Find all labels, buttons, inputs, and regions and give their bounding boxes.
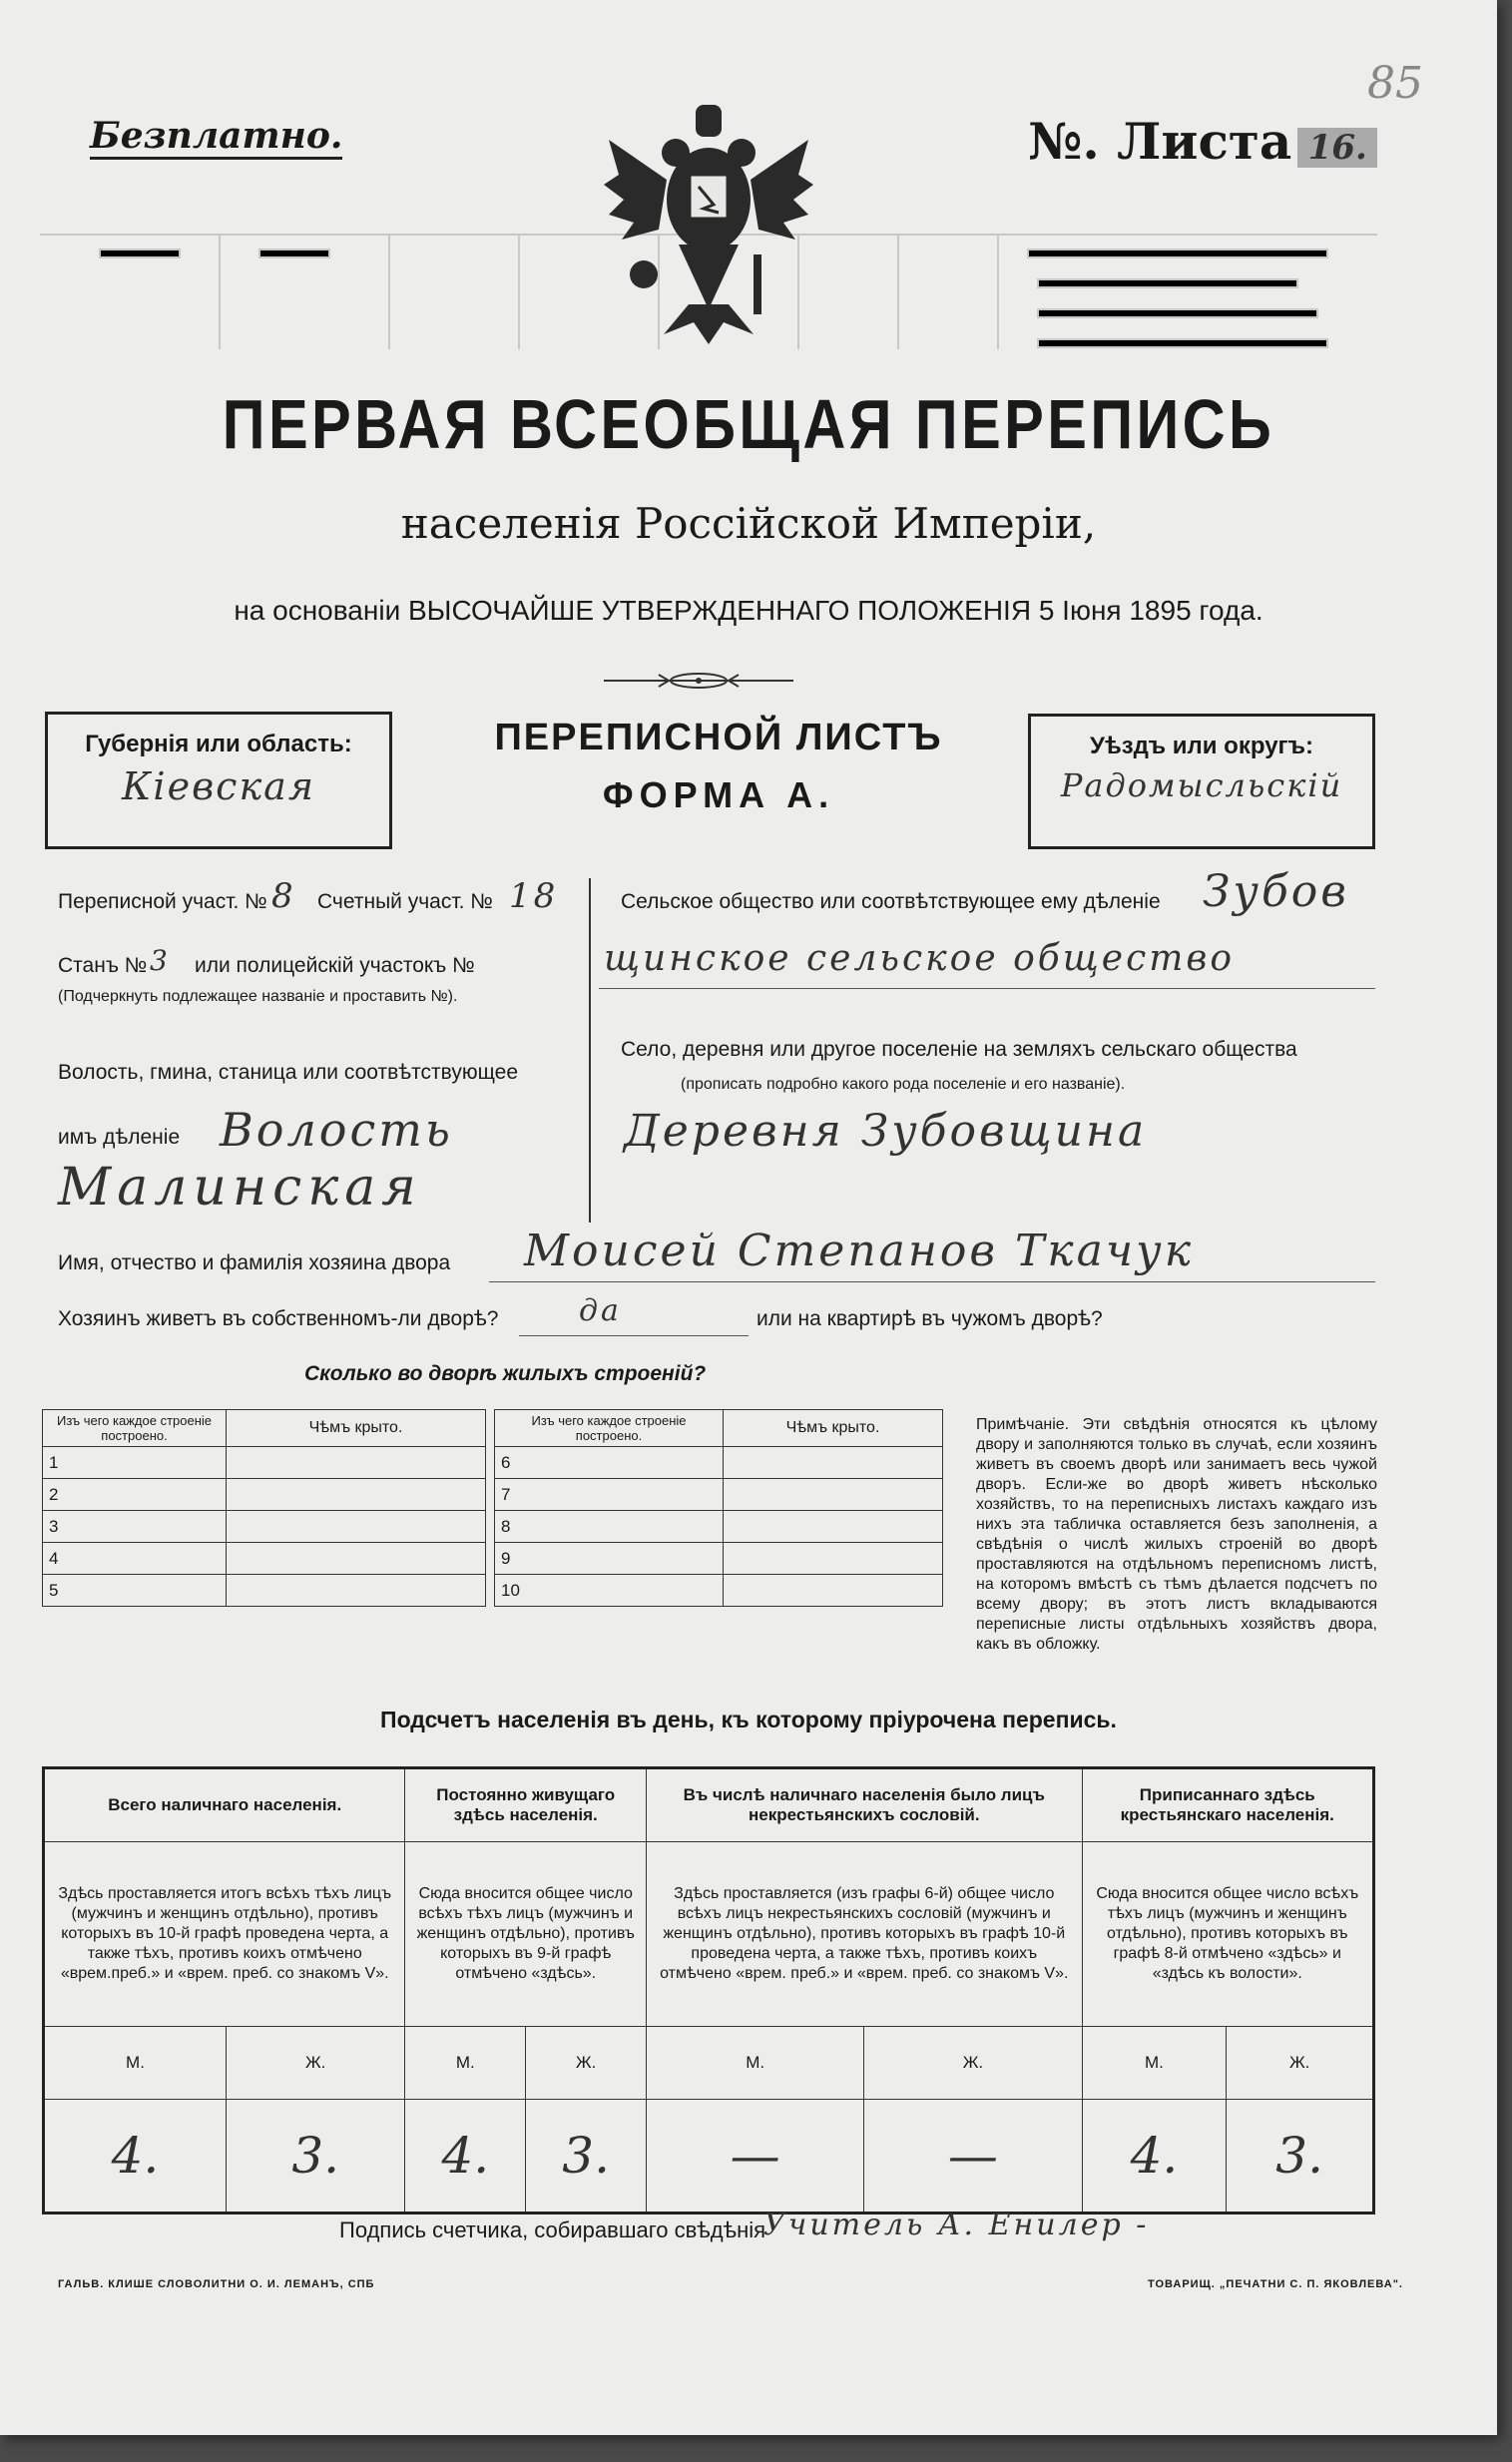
- female-count: 3.: [1227, 2100, 1374, 2214]
- population-col-header: Въ числѣ наличнаго населенія было лицъ некрестьянскихъ сословій.: [647, 1768, 1083, 1842]
- female-count: 3.: [226, 2100, 404, 2214]
- sheet-number-value: 16.: [1297, 128, 1377, 168]
- population-col-desc: Сюда вносится общее число всѣхъ тѣхъ лицъ (мужчинъ и женщинъ отдѣльно), противъ которыхъ въ 9-й графѣ отмѣчено «здѣсь».: [405, 1842, 647, 2027]
- province-box: [45, 712, 392, 849]
- building-row-number: 1: [43, 1447, 227, 1479]
- lives-own-underline: [519, 1335, 749, 1336]
- female-label: Ж.: [226, 2027, 404, 2100]
- legal-basis: на основаніи ВЫСОЧАЙШЕ УТВЕРЖДЕННАГО ПОЛОЖЕНІЯ 5 Іюня 1895 года.: [234, 595, 1263, 626]
- province-label: Губернія или область:: [85, 731, 352, 757]
- ornament-divider: [604, 671, 793, 691]
- population-col-desc: Сюда вносится общее число всѣхъ тѣхъ лицъ (мужчинъ и женщинъ отдѣльно), противъ которыхъ въ графѣ 8-й отмѣчено «здѣсь» и «здѣсь къ волости».: [1082, 1842, 1373, 2027]
- center-divider: [589, 878, 591, 1223]
- population-col-desc: Здѣсь проставляется (изъ графы 6-й) общее число всѣхъ лицъ некрестьянскихъ сословій (мужчинъ и женщинъ отдѣльно), противъ которыхъ въ графѣ 10-й проведена черта, а также тѣхъ, противъ коихъ отмѣчено «врем. преб.» и «врем. преб. со знакомъ V».: [647, 1842, 1083, 2027]
- building-row-number: 8: [495, 1511, 724, 1543]
- signature-value: Учитель А. Енилер -: [763, 2208, 1150, 2242]
- owner-value: Моисей Степанов Ткачук: [524, 1226, 1194, 1276]
- building-row-number: 10: [495, 1575, 724, 1607]
- female-label: Ж.: [864, 2027, 1082, 2100]
- building-row-number: 5: [43, 1575, 227, 1607]
- volost-label-2: имъ дѣленіе: [58, 1126, 181, 1149]
- male-count: 4.: [405, 2100, 526, 2214]
- population-heading: Подсчетъ населенія въ день, къ которому пріурочена перепись.: [380, 1707, 1117, 1732]
- census-area-label: Переписной участ. №: [58, 890, 267, 913]
- female-label: Ж.: [1227, 2027, 1374, 2100]
- male-label: М.: [405, 2027, 526, 2100]
- sheet-number-label: №. Листа: [1028, 112, 1292, 171]
- buildings-roof-header: Чѣмъ крыто.: [724, 1410, 943, 1447]
- building-row-number: 2: [43, 1479, 227, 1511]
- form-title: ПЕРЕПИСНОЙ ЛИСТЪ: [494, 717, 943, 758]
- population-col-header: Всего наличнаго населенія.: [44, 1768, 405, 1842]
- owner-underline: [489, 1281, 1375, 1282]
- district-label: Уѣздъ или округъ:: [1089, 733, 1314, 759]
- village-label: Село, деревня или другое поселеніе на земляхъ сельскаго общества: [621, 1038, 1297, 1061]
- lives-own-value: да: [579, 1293, 622, 1328]
- stan-label: Станъ №: [58, 954, 148, 977]
- male-label: М.: [647, 2027, 864, 2100]
- count-area-value: 18: [509, 876, 559, 916]
- volost-value-2: Малинская: [58, 1158, 422, 1218]
- police-label: или полицейскій участокъ №: [195, 954, 475, 977]
- male-count: —: [647, 2100, 864, 2214]
- building-row-number: 3: [43, 1511, 227, 1543]
- page-subtitle: населенія Россійской Имперіи,: [400, 499, 1097, 548]
- volost-value-1: Волость: [220, 1103, 453, 1157]
- male-count: 4.: [44, 2100, 227, 2214]
- stan-value: 3: [150, 944, 171, 977]
- society-underline: [599, 988, 1375, 989]
- building-row-number: 4: [43, 1543, 227, 1575]
- buildings-note: Примѣчаніе. Эти свѣдѣнія относятся къ цѣлому двору и заполняются только въ случаѣ, если хозяинъ живетъ въ своемъ дворѣ или занимаетъ весь чужой дворъ. Если-же во дворѣ живетъ нѣсколько хозяйствъ, то на переписныхъ листахъ каждаго изъ нихъ эта табличка оставляется безъ заполненія, а свѣдѣнія о числѣ жилыхъ строеній во дворѣ проставляются на отдѣльномъ переписномъ листѣ, на которомъ вмѣстѣ съ тѣмъ дѣлается подсчетъ по всему двору; въ этотъ листъ вкладываются переписные листы отдѣльныхъ хозяйствъ двора, какъ въ обложку.: [976, 1416, 1377, 1653]
- society-label: Сельское общество или соотвѣтствующее ему дѣленіе: [621, 890, 1161, 913]
- imperial-eagle-icon: [604, 105, 813, 349]
- population-col-desc: Здѣсь проставляется итогъ всѣхъ тѣхъ лицъ (мужчинъ и женщинъ отдѣльно), противъ которыхъ въ 10-й графѣ проведена черта, а также тѣхъ, противъ коихъ отмѣчено «врем.преб.» и «врем. преб. со знакомъ V».: [44, 1842, 405, 2027]
- female-count: —: [864, 2100, 1082, 2214]
- building-row-number: 7: [495, 1479, 724, 1511]
- population-col-header: Постоянно живущаго здѣсь населенія.: [405, 1768, 647, 1842]
- society-value-1: Зубов: [1203, 866, 1349, 917]
- volost-label: Волость, гмина, станица или соотвѣтствующее: [58, 1061, 518, 1084]
- lives-other-label: или на квартирѣ въ чужомъ дворѣ?: [756, 1307, 1103, 1330]
- population-table: [42, 1766, 1375, 2215]
- building-row-number: 9: [495, 1543, 724, 1575]
- owner-label: Имя, отчество и фамилія хозяина двора: [58, 1251, 451, 1274]
- buildings-question: Сколько во дворѣ жилыхъ строеній?: [304, 1362, 707, 1385]
- building-row-number: 6: [495, 1447, 724, 1479]
- buildings-material-header: Изъ чего каждое строеніе построено.: [43, 1410, 227, 1447]
- female-label: Ж.: [526, 2027, 647, 2100]
- count-area-label: Счетный участ. №: [317, 890, 493, 913]
- male-label: М.: [44, 2027, 227, 2100]
- footer-right: ТОВАРИЩ. „ПЕЧАТНИ С. П. ЯКОВЛЕВА".: [1148, 2278, 1403, 2290]
- buildings-material-header: Изъ чего каждое строеніе построено.: [495, 1410, 724, 1447]
- population-col-header: Приписаннаго здѣсь крестьянскаго населенія.: [1082, 1768, 1373, 1842]
- buildings-table-left: [42, 1409, 486, 1607]
- footer-left: ГАЛЬВ. КЛИШЕ СЛОВОЛИТНИ О. И. ЛЕМАНЪ, СПБ: [58, 2278, 375, 2290]
- province-value: Кіевская: [122, 764, 315, 808]
- village-note: (прописать подробно какого рода поселеніе и его названіе).: [681, 1076, 1126, 1093]
- census-area-value: 8: [271, 876, 296, 916]
- buildings-roof-header: Чѣмъ крыто.: [227, 1410, 486, 1447]
- page-title: ПЕРВАЯ ВСЕОБЩАЯ ПЕРЕПИСЬ: [222, 385, 1275, 463]
- buildings-table-right: [494, 1409, 943, 1607]
- society-value-2: щинское сельское общество: [604, 938, 1235, 979]
- archive-number: 85: [1367, 58, 1423, 109]
- male-count: 4.: [1082, 2100, 1227, 2214]
- sheet-number: [1028, 112, 1377, 171]
- lives-own-label: Хозяинъ живетъ въ собственномъ-ли дворѣ?: [58, 1307, 499, 1330]
- underline-note: (Подчеркнуть подлежащее названіе и проставить №).: [58, 988, 458, 1005]
- male-label: М.: [1082, 2027, 1227, 2100]
- district-value: Радомысльскій: [1060, 766, 1343, 804]
- form-subtitle: ФОРМА А.: [602, 774, 835, 815]
- female-count: 3.: [526, 2100, 647, 2214]
- signature-label: Подпись счетчика, собиравшаго свѣдѣнія: [339, 2217, 766, 2242]
- district-box: [1028, 714, 1375, 849]
- village-value: Деревня Зубовщина: [624, 1106, 1148, 1157]
- free-label: Безплатно.: [90, 115, 342, 160]
